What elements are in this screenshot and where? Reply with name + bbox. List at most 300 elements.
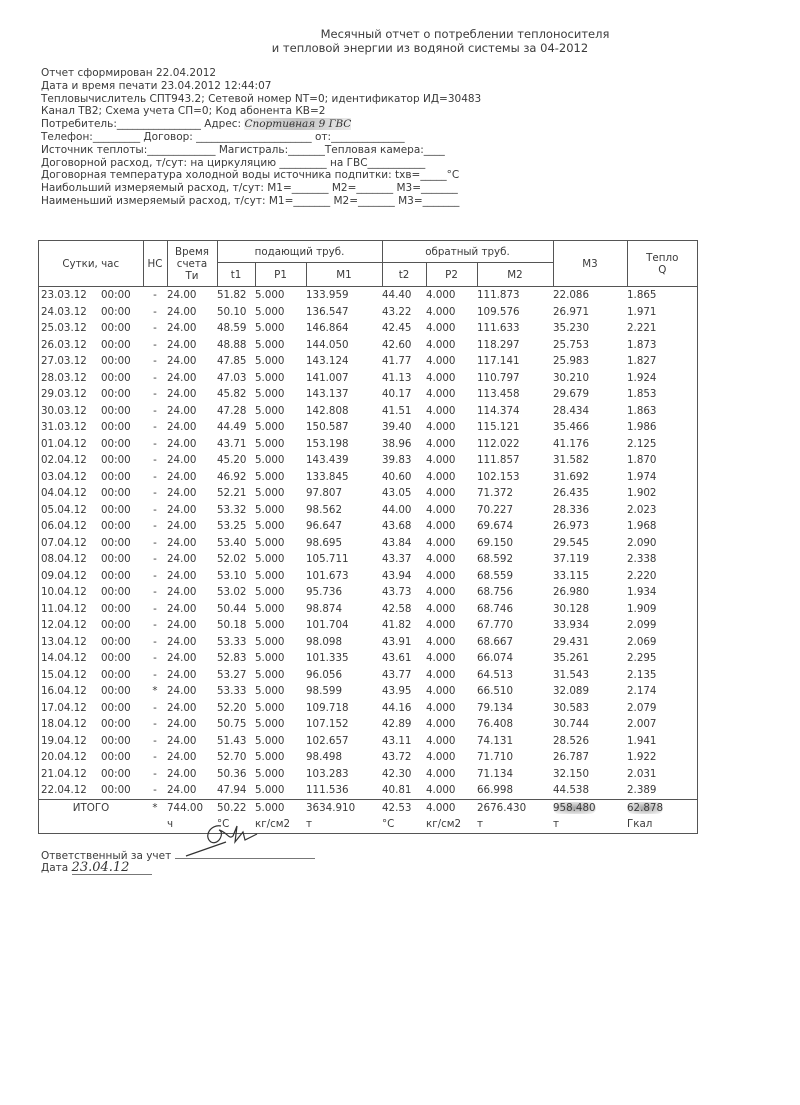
cell-time: 24.00 [167, 734, 197, 747]
unit-p2: кг/см2 [426, 816, 477, 833]
cell-ns: - [153, 602, 157, 615]
cell-heat: 2.031 [627, 766, 698, 783]
cell-date: 02.04.12 [39, 452, 102, 469]
cell-m3: 28.526 [553, 734, 590, 747]
cell-t2: 40.60 [382, 470, 412, 483]
cell-m1: 133.959 [306, 289, 349, 301]
print-datetime: Дата и время печати 23.04.2012 12:44:07 [41, 79, 272, 92]
cell-m3: 32.150 [553, 767, 590, 780]
cell-m2: 79.134 [477, 701, 514, 714]
cell-m3: 35.230 [553, 322, 590, 334]
cell-m2: 68.746 [477, 602, 514, 615]
cell-heat: 2.221 [627, 320, 698, 337]
cell-t2: 42.45 [382, 322, 412, 334]
cell-time: 24.00 [167, 503, 197, 516]
cell-t1: 53.33 [217, 635, 247, 648]
cell-t1: 47.94 [217, 784, 247, 796]
cell-time: 24.00 [167, 487, 197, 499]
cell-t2: 42.30 [382, 767, 412, 780]
cell-p2: 4.000 [426, 602, 456, 615]
cell-m1: 98.874 [306, 602, 343, 615]
cell-m2: 118.297 [477, 338, 520, 351]
cell-m1: 143.124 [306, 355, 349, 367]
cell-m1: 142.808 [306, 404, 349, 417]
cell-m3: 26.973 [553, 520, 590, 532]
cell-ns: - [153, 355, 157, 367]
cell-heat: 2.389 [627, 782, 698, 799]
cell-t1: 53.02 [217, 586, 247, 598]
cell-time: 24.00 [167, 322, 197, 334]
consumer-label: Потребитель:________________ Адрес: [41, 118, 242, 131]
cell-time: 24.00 [167, 701, 197, 714]
cell-hour: 00:00 [101, 503, 131, 516]
table-row [39, 568, 698, 585]
cell-heat: 1.863 [627, 403, 698, 420]
channel-info: Канал ТВ2; Схема учета СП=0; Код абонента КВ=2 [41, 105, 326, 118]
consumption-table [38, 240, 698, 834]
cell-m3: 33.934 [553, 619, 590, 631]
cell-date: 15.04.12 [39, 667, 102, 684]
cell-p1: 5.000 [255, 355, 285, 367]
cell-m2: 111.633 [477, 322, 520, 334]
cell-m2: 110.797 [477, 371, 520, 384]
cell-time: 24.00 [167, 536, 197, 549]
cell-date: 16.04.12 [39, 683, 102, 700]
cell-hour: 00:00 [101, 470, 131, 483]
cell-heat: 2.338 [627, 551, 698, 568]
cell-ns: - [153, 718, 157, 730]
report-meta [41, 67, 481, 208]
cell-p1: 5.000 [255, 503, 285, 516]
cell-time: 24.00 [167, 784, 197, 796]
cell-date: 23.03.12 [39, 287, 102, 304]
cell-p2: 4.000 [426, 586, 456, 598]
cell-t2: 43.22 [382, 305, 412, 318]
cell-hour: 00:00 [101, 784, 131, 796]
table-row [39, 419, 698, 436]
cell-p2: 4.000 [426, 503, 456, 516]
cell-t1: 53.27 [217, 668, 247, 681]
cell-p2: 4.000 [426, 454, 456, 466]
cell-t2: 42.58 [382, 602, 412, 615]
cell-time: 24.00 [167, 305, 197, 318]
cell-m2: 76.408 [477, 718, 514, 730]
cell-m3: 29.545 [553, 536, 590, 549]
header-m3: M3 [553, 241, 627, 287]
cell-date: 19.04.12 [39, 733, 102, 750]
cell-m3: 25.753 [553, 338, 590, 351]
cell-m2: 69.674 [477, 520, 514, 532]
cell-ns: - [153, 652, 157, 664]
cell-time: 24.00 [167, 371, 197, 384]
cell-m2: 68.756 [477, 586, 514, 598]
cell-m1: 144.050 [306, 338, 349, 351]
cell-m3: 35.466 [553, 421, 590, 433]
cell-p2: 4.000 [426, 536, 456, 549]
cell-m2: 66.998 [477, 784, 514, 796]
cell-m2: 66.510 [477, 685, 514, 697]
cell-p1: 5.000 [255, 685, 285, 697]
cell-m1: 111.536 [306, 784, 349, 796]
table-row [39, 700, 698, 717]
date-label: Дата [41, 862, 69, 874]
cell-m2: 112.022 [477, 437, 520, 450]
cell-m2: 109.576 [477, 305, 520, 318]
cell-t1: 51.82 [217, 289, 247, 301]
cell-p2: 4.000 [426, 619, 456, 631]
cell-ns: - [153, 289, 157, 301]
cell-m1: 103.283 [306, 767, 349, 780]
cell-t2: 43.94 [382, 569, 412, 582]
table-row [39, 386, 698, 403]
cell-m1: 146.864 [306, 322, 349, 334]
table-row [39, 485, 698, 502]
cell-hour: 00:00 [101, 289, 131, 301]
cell-ns: - [153, 305, 157, 318]
cell-p2: 4.000 [426, 701, 456, 714]
total-p2: 4.000 [426, 799, 477, 816]
cell-t2: 41.82 [382, 619, 412, 631]
report-formed: Отчет сформирован 22.04.2012 [41, 67, 217, 79]
cell-ns: - [153, 322, 157, 334]
cell-heat: 1.902 [627, 485, 698, 502]
cell-p2: 4.000 [426, 553, 456, 565]
cell-heat: 1.934 [627, 584, 698, 601]
cell-time: 24.00 [167, 751, 197, 763]
cell-date: 10.04.12 [39, 584, 102, 601]
cell-t1: 47.03 [217, 371, 247, 384]
cell-hour: 00:00 [101, 437, 131, 450]
cell-p1: 5.000 [255, 635, 285, 648]
header-p1: P1 [255, 263, 306, 287]
cell-p2: 4.000 [426, 322, 456, 334]
cell-p1: 5.000 [255, 289, 285, 301]
cell-date: 14.04.12 [39, 650, 102, 667]
header-t1: t1 [217, 263, 255, 287]
cell-p2: 4.000 [426, 470, 456, 483]
cell-m2: 66.074 [477, 652, 514, 664]
cell-m2: 69.150 [477, 536, 514, 549]
cell-time: 24.00 [167, 355, 197, 367]
cell-hour: 00:00 [101, 404, 131, 417]
cell-heat: 1.941 [627, 733, 698, 750]
cell-heat: 1.974 [627, 469, 698, 486]
cell-hour: 00:00 [101, 652, 131, 664]
cell-m1: 141.007 [306, 371, 349, 384]
cell-m3: 26.980 [553, 586, 590, 598]
cell-heat: 1.873 [627, 337, 698, 354]
cell-m1: 98.562 [306, 503, 343, 516]
cell-t1: 52.20 [217, 701, 247, 714]
max-flow-line: Наибольший измеряемый расход, т/сут: М1=_______ М2=_______ М3=_______ [41, 182, 458, 195]
cell-p1: 5.000 [255, 569, 285, 582]
total-t2: 42.53 [382, 799, 426, 816]
cell-t2: 41.51 [382, 404, 412, 417]
table-row [39, 304, 698, 321]
cell-t2: 41.77 [382, 355, 412, 367]
cell-heat: 2.079 [627, 700, 698, 717]
cell-t2: 40.17 [382, 388, 412, 400]
cell-m3: 26.787 [553, 751, 590, 763]
cell-p1: 5.000 [255, 701, 285, 714]
cell-time: 24.00 [167, 602, 197, 615]
total-m2: 2676.430 [477, 799, 553, 816]
cell-t2: 43.72 [382, 751, 412, 763]
cell-t1: 50.10 [217, 305, 247, 318]
cell-p2: 4.000 [426, 652, 456, 664]
cell-m2: 111.873 [477, 289, 520, 301]
cell-m2: 71.710 [477, 751, 514, 763]
cell-p2: 4.000 [426, 751, 456, 763]
cell-ns: - [153, 668, 157, 681]
cell-hour: 00:00 [101, 619, 131, 631]
cell-hour: 00:00 [101, 751, 131, 763]
cell-m3: 30.128 [553, 602, 590, 615]
cell-heat: 1.924 [627, 370, 698, 387]
cold-water-temp-line: Договорная температура холодной воды источника подпитки: tхв=_____°С [41, 169, 460, 182]
total-p1: 5.000 [255, 799, 306, 816]
cell-ns: - [153, 454, 157, 466]
cell-m3: 37.119 [553, 553, 590, 565]
cell-time: 24.00 [167, 421, 197, 433]
date-handwritten: 23.04.12 [72, 862, 152, 875]
cell-heat: 2.023 [627, 502, 698, 519]
table-row [39, 518, 698, 535]
table-row [39, 287, 698, 304]
cell-p1: 5.000 [255, 734, 285, 747]
table-row [39, 749, 698, 766]
cell-p2: 4.000 [426, 371, 456, 384]
cell-t2: 43.11 [382, 734, 412, 747]
cell-t2: 44.16 [382, 701, 412, 714]
cell-m3: 33.115 [553, 569, 590, 582]
cell-p1: 5.000 [255, 536, 285, 549]
cell-m3: 28.336 [553, 503, 590, 516]
cell-m1: 101.704 [306, 619, 349, 631]
cell-hour: 00:00 [101, 371, 131, 384]
cell-date: 17.04.12 [39, 700, 102, 717]
cell-hour: 00:00 [101, 305, 131, 318]
cell-p1: 5.000 [255, 388, 285, 400]
cell-ns: - [153, 503, 157, 516]
cell-heat: 1.971 [627, 304, 698, 321]
cell-m2: 71.134 [477, 767, 514, 780]
cell-m1: 96.647 [306, 520, 343, 532]
cell-ns: - [153, 536, 157, 549]
cell-t1: 52.02 [217, 553, 247, 565]
cell-p2: 4.000 [426, 685, 456, 697]
cell-t1: 48.88 [217, 338, 247, 351]
cell-t1: 47.85 [217, 355, 247, 367]
cell-hour: 00:00 [101, 586, 131, 598]
unit-heat: Гкал [627, 816, 698, 833]
cell-ns: - [153, 701, 157, 714]
cell-ns: - [153, 520, 157, 532]
cell-date: 31.03.12 [39, 419, 102, 436]
table-row [39, 353, 698, 370]
cell-m1: 109.718 [306, 701, 349, 714]
cell-date: 24.03.12 [39, 304, 102, 321]
cell-m2: 102.153 [477, 470, 520, 483]
calculator-info: Тепловычислитель СПТ943.2; Сетевой номер NT=0; идентификатор ИД=30483 [41, 92, 482, 105]
cell-hour: 00:00 [101, 767, 131, 780]
cell-m2: 74.131 [477, 734, 514, 747]
cell-m2: 68.559 [477, 569, 514, 582]
cell-date: 04.04.12 [39, 485, 102, 502]
cell-hour: 00:00 [101, 685, 131, 697]
table-row [39, 320, 698, 337]
cell-time: 24.00 [167, 454, 197, 466]
cell-p1: 5.000 [255, 652, 285, 664]
cell-heat: 2.090 [627, 535, 698, 552]
cell-t1: 50.36 [217, 767, 247, 780]
cell-t1: 52.83 [217, 652, 247, 664]
cell-m3: 26.971 [553, 305, 590, 318]
cell-p1: 5.000 [255, 520, 285, 532]
cell-p2: 4.000 [426, 437, 456, 450]
cell-m2: 111.857 [477, 454, 520, 466]
cell-ns: - [153, 619, 157, 631]
cell-p2: 4.000 [426, 635, 456, 648]
cell-m1: 153.198 [306, 437, 349, 450]
total-m3: 958.480 [553, 799, 627, 816]
cell-heat: 1.922 [627, 749, 698, 766]
cell-m3: 44.538 [553, 784, 590, 796]
cell-ns: - [153, 371, 157, 384]
cell-hour: 00:00 [101, 454, 131, 466]
cell-hour: 00:00 [101, 388, 131, 400]
unit-p1: кг/см2 [255, 816, 306, 833]
cell-p1: 5.000 [255, 487, 285, 499]
cell-m2: 70.227 [477, 503, 514, 516]
total-t1: 50.22 [217, 799, 255, 816]
cell-t2: 39.83 [382, 454, 412, 466]
cell-m1: 96.056 [306, 668, 343, 681]
unit-t1: °С [217, 816, 255, 833]
cell-m3: 31.543 [553, 668, 590, 681]
cell-date: 05.04.12 [39, 502, 102, 519]
cell-m2: 68.592 [477, 553, 514, 565]
cell-hour: 00:00 [101, 553, 131, 565]
cell-p2: 4.000 [426, 338, 456, 351]
phone-contract-line: Телефон:_________ Договор: ______________________ от:______________ [41, 130, 405, 143]
cell-time: 24.00 [167, 652, 197, 664]
cell-time: 24.00 [167, 553, 197, 565]
cell-t1: 48.59 [217, 322, 247, 334]
cell-ns: - [153, 734, 157, 747]
table-row [39, 436, 698, 453]
table-row [39, 403, 698, 420]
cell-m3: 26.435 [553, 487, 590, 499]
units-row [39, 816, 698, 833]
cell-p1: 5.000 [255, 454, 285, 466]
cell-ns: - [153, 751, 157, 763]
cell-time: 24.00 [167, 718, 197, 730]
cell-p1: 5.000 [255, 767, 285, 780]
cell-heat: 2.135 [627, 667, 698, 684]
cell-t1: 45.20 [217, 454, 247, 466]
cell-time: 24.00 [167, 437, 197, 450]
table-row [39, 551, 698, 568]
cell-ns: - [153, 586, 157, 598]
cell-p2: 4.000 [426, 421, 456, 433]
cell-date: 27.03.12 [39, 353, 102, 370]
cell-hour: 00:00 [101, 322, 131, 334]
consumer-address-line [41, 118, 481, 131]
cell-time: 24.00 [167, 289, 197, 301]
cell-p2: 4.000 [426, 569, 456, 582]
cell-t2: 43.77 [382, 668, 412, 681]
table-row [39, 683, 698, 700]
table-row [39, 584, 698, 601]
cell-m2: 68.667 [477, 635, 514, 648]
cell-t2: 44.00 [382, 503, 412, 516]
cell-t1: 52.70 [217, 751, 247, 763]
cell-p1: 5.000 [255, 371, 285, 384]
cell-date: 08.04.12 [39, 551, 102, 568]
cell-date: 13.04.12 [39, 634, 102, 651]
cell-t2: 39.40 [382, 421, 412, 433]
cell-time: 24.00 [167, 404, 197, 417]
table-row [39, 733, 698, 750]
table-row [39, 716, 698, 733]
cell-m2: 67.770 [477, 619, 514, 631]
table-row [39, 337, 698, 354]
table-row [39, 502, 698, 519]
cell-m1: 98.498 [306, 751, 343, 763]
cell-date: 26.03.12 [39, 337, 102, 354]
table-row [39, 601, 698, 618]
cell-ns: - [153, 388, 157, 400]
cell-m2: 113.458 [477, 388, 520, 400]
cell-ns: - [153, 784, 157, 796]
cell-m3: 29.431 [553, 635, 590, 648]
cell-t1: 50.44 [217, 602, 247, 615]
cell-time: 24.00 [167, 388, 197, 400]
cell-date: 01.04.12 [39, 436, 102, 453]
cell-p1: 5.000 [255, 338, 285, 351]
header-ns: НС [143, 241, 167, 287]
table-row [39, 650, 698, 667]
cell-time: 24.00 [167, 520, 197, 532]
cell-ns: - [153, 421, 157, 433]
cell-m2: 114.374 [477, 404, 520, 417]
cell-m3: 28.434 [553, 404, 590, 417]
cell-m3: 25.983 [553, 355, 590, 367]
cell-m3: 31.692 [553, 470, 590, 483]
cell-ns: - [153, 767, 157, 780]
cell-m3: 41.176 [553, 437, 590, 450]
cell-hour: 00:00 [101, 536, 131, 549]
report-title [0, 27, 800, 55]
cell-m3: 22.086 [553, 289, 590, 301]
total-row [39, 799, 698, 816]
cell-hour: 00:00 [101, 338, 131, 351]
cell-t1: 53.40 [217, 536, 247, 549]
cell-p2: 4.000 [426, 289, 456, 301]
cell-t1: 51.43 [217, 734, 247, 747]
total-label: ИТОГО [39, 799, 144, 816]
cell-m1: 133.845 [306, 470, 349, 483]
cell-date: 22.04.12 [39, 782, 102, 799]
cell-hour: 00:00 [101, 487, 131, 499]
cell-hour: 00:00 [101, 718, 131, 730]
cell-p2: 4.000 [426, 784, 456, 796]
cell-date: 11.04.12 [39, 601, 102, 618]
cell-date: 03.04.12 [39, 469, 102, 486]
cell-heat: 1.968 [627, 518, 698, 535]
cell-t2: 42.89 [382, 718, 412, 730]
